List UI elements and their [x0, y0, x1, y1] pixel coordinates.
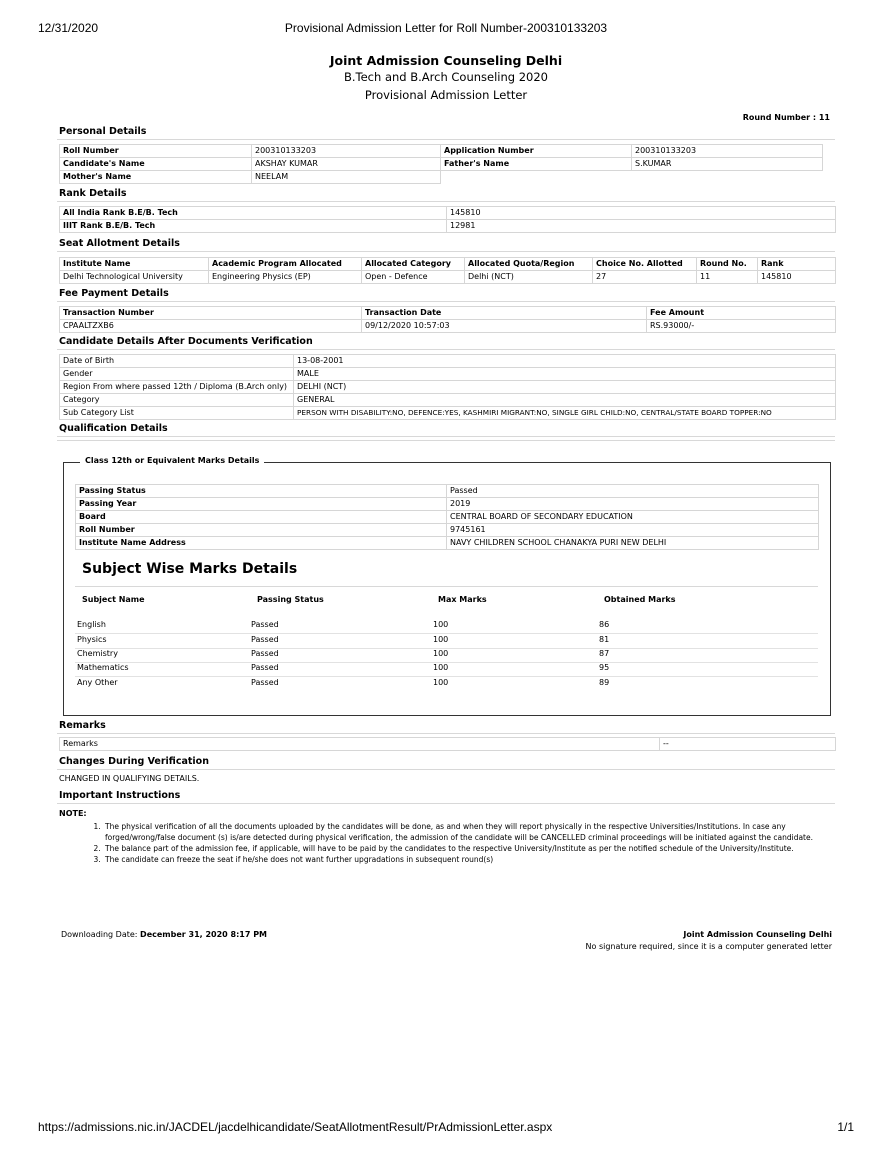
- candidate-name-label: Candidate's Name: [60, 158, 252, 171]
- roll-number-value: 200310133203: [252, 145, 441, 158]
- subject-name: English: [77, 620, 106, 629]
- table-cell: Delhi (NCT): [465, 271, 593, 284]
- letter-doc-type: Provisional Admission Letter: [364, 88, 528, 102]
- letter-subtitle: B.Tech and B.Arch Counseling 2020: [343, 70, 548, 84]
- application-number-label: Application Number: [441, 145, 632, 158]
- max-marks: 100: [433, 649, 449, 658]
- remarks-value: --: [660, 738, 836, 751]
- subject-name: Physics: [77, 635, 107, 644]
- table-header-row: [60, 258, 836, 271]
- column-header: Fee Amount: [647, 307, 836, 320]
- remarks-table: [59, 737, 836, 751]
- table-row: [60, 738, 836, 751]
- passing-status: Passed: [251, 635, 279, 644]
- section-divider: [57, 201, 835, 202]
- print-url: https://admissions.nic.in/JACDEL/jacdelhicandidate/SeatAllotmentResult/PrAdmissionLetter.aspx: [38, 1120, 553, 1134]
- table-cell: PERSON WITH DISABILITY:NO, DEFENCE:YES, KASHMIRI MIGRANT:NO, SINGLE GIRL CHILD:NO, CENTRAL/STATE BOARD TOPPER:NO: [294, 407, 836, 420]
- table-row: [60, 158, 823, 171]
- obtained-marks: 81: [599, 635, 610, 644]
- personal-details-heading: Personal Details: [59, 126, 147, 137]
- table-cell: 13-08-2001: [294, 355, 836, 368]
- application-number-value: 200310133203: [632, 145, 823, 158]
- table-cell: 2019: [447, 498, 819, 511]
- table-cell: 9745161: [447, 524, 819, 537]
- passing-status: Passed: [251, 649, 279, 658]
- qualification-heading: Qualification Details: [59, 423, 168, 434]
- subject-name: Mathematics: [77, 663, 129, 672]
- table-cell: NAVY CHILDREN SCHOOL CHANAKYA PURI NEW DELHI: [447, 537, 819, 550]
- section-divider: [57, 251, 835, 252]
- obtained-marks: 87: [599, 649, 610, 658]
- iiit-rank-value: 12981: [447, 220, 836, 233]
- table-cell: Passing Year: [76, 498, 447, 511]
- air-rank-value: 145810: [447, 207, 836, 220]
- class12-legend: Class 12th or Equivalent Marks Details: [80, 456, 264, 465]
- table-cell: MALE: [294, 368, 836, 381]
- remarks-heading: Remarks: [59, 720, 106, 731]
- instructions-list: [90, 821, 848, 865]
- column-header: Passing Status: [257, 595, 324, 604]
- subject-name: Any Other: [77, 678, 118, 687]
- subject-row: [75, 648, 818, 663]
- table-row: [60, 320, 836, 333]
- passing-status: Passed: [251, 663, 279, 672]
- table-row: [60, 207, 836, 220]
- changes-text: CHANGED IN QUALIFYING DETAILS.: [59, 774, 200, 783]
- table-cell: Engineering Physics (EP): [209, 271, 362, 284]
- fee-payment-table: [59, 306, 836, 333]
- table-cell: Sub Category List: [60, 407, 294, 420]
- note-label: NOTE:: [59, 809, 87, 818]
- table-cell: Delhi Technological University: [60, 271, 209, 284]
- roll-number-label: Roll Number: [60, 145, 252, 158]
- table-cell: 145810: [758, 271, 836, 284]
- seat-allotment-table: [59, 257, 836, 284]
- table-cell: Category: [60, 394, 294, 407]
- mother-name-label: Mother's Name: [60, 171, 252, 184]
- column-header: Subject Name: [82, 595, 145, 604]
- table-cell: CENTRAL BOARD OF SECONDARY EDUCATION: [447, 511, 819, 524]
- list-item: 2. The balance part of the admission fee, if applicable, will have to be paid by the candidates to the respective University/Institute as per the notified schedule of the University/Institute.: [103, 843, 848, 854]
- max-marks: 100: [433, 635, 449, 644]
- instructions-heading: Important Instructions: [59, 790, 181, 801]
- rank-details-table: [59, 206, 836, 233]
- table-cell: DELHI (NCT): [294, 381, 836, 394]
- section-divider: [57, 301, 835, 302]
- fee-payment-heading: Fee Payment Details: [59, 288, 169, 299]
- table-row: [60, 368, 836, 381]
- section-divider: [57, 436, 835, 437]
- table-cell: Gender: [60, 368, 294, 381]
- column-header: Transaction Date: [362, 307, 647, 320]
- table-row: [60, 271, 836, 284]
- verification-heading: Candidate Details After Documents Verification: [59, 336, 313, 347]
- personal-details-table: [59, 144, 823, 184]
- table-row: [60, 407, 836, 420]
- column-header: Transaction Number: [60, 307, 362, 320]
- remarks-label: Remarks: [60, 738, 660, 751]
- mother-name-value: NEELAM: [252, 171, 441, 184]
- round-number: Round Number : 11: [742, 113, 830, 122]
- table-cell: Open - Defence: [362, 271, 465, 284]
- class12-details-table: [75, 484, 819, 550]
- table-row: [60, 355, 836, 368]
- column-header: Choice No. Allotted: [593, 258, 697, 271]
- footer-org: Joint Admission Counseling Delhi: [683, 930, 832, 939]
- max-marks: 100: [433, 678, 449, 687]
- section-divider: [57, 440, 835, 441]
- column-header: Academic Program Allocated: [209, 258, 362, 271]
- subject-row: [75, 619, 818, 634]
- column-header: Round No.: [697, 258, 758, 271]
- column-header: Allocated Category: [362, 258, 465, 271]
- obtained-marks: 86: [599, 620, 610, 629]
- subject-name: Chemistry: [77, 649, 118, 658]
- section-divider: [75, 586, 818, 587]
- verification-table: [59, 354, 836, 420]
- column-header: Obtained Marks: [604, 595, 676, 604]
- signature-note: No signature required, since it is a computer generated letter: [585, 942, 832, 951]
- subject-row: [75, 634, 818, 649]
- rank-details-heading: Rank Details: [59, 188, 127, 199]
- father-name-value: S.KUMAR: [632, 158, 823, 171]
- table-cell: Board: [76, 511, 447, 524]
- air-rank-label: All India Rank B.E/B. Tech: [60, 207, 447, 220]
- column-header: Allocated Quota/Region: [465, 258, 593, 271]
- table-cell: Passed: [447, 485, 819, 498]
- changes-heading: Changes During Verification: [59, 756, 209, 767]
- max-marks: 100: [433, 663, 449, 672]
- section-divider: [57, 349, 835, 350]
- table-row: [76, 524, 819, 537]
- download-date: [61, 930, 267, 939]
- list-item: 1. The physical verification of all the documents uploaded by the candidates will be done, as and when they will report physically in the respective Universities/Institutions. In case any forged/wrong/false document (s) is/are detected during physical verification, the admission of the candidate will be CANCELLED criminal proceedings will be initiated against the candidate.: [103, 821, 848, 843]
- empty-cell: [441, 171, 632, 184]
- table-cell: Region From where passed 12th / Diploma (B.Arch only): [60, 381, 294, 394]
- table-row: [76, 537, 819, 550]
- table-row: [60, 171, 823, 184]
- empty-cell: [632, 171, 823, 184]
- download-date-label: Downloading Date:: [61, 930, 138, 939]
- subject-row: [75, 662, 818, 677]
- section-divider: [57, 769, 835, 770]
- max-marks: 100: [433, 620, 449, 629]
- table-header-row: [60, 307, 836, 320]
- table-cell: Date of Birth: [60, 355, 294, 368]
- table-row: [60, 145, 823, 158]
- obtained-marks: 95: [599, 663, 610, 672]
- table-cell: Passing Status: [76, 485, 447, 498]
- transaction-date: 09/12/2020 10:57:03: [362, 320, 647, 333]
- table-cell: Institute Name Address: [76, 537, 447, 550]
- table-row: [60, 394, 836, 407]
- subject-row: [75, 677, 818, 691]
- father-name-label: Father's Name: [441, 158, 632, 171]
- section-divider: [57, 139, 835, 140]
- section-divider: [57, 803, 835, 804]
- print-page-number: 1/1: [837, 1120, 854, 1134]
- print-page-title: Provisional Admission Letter for Roll Number-200310133203: [284, 21, 608, 35]
- seat-allotment-heading: Seat Allotment Details: [59, 238, 180, 249]
- column-header: Rank: [758, 258, 836, 271]
- column-header: Max Marks: [438, 595, 487, 604]
- table-row: [76, 498, 819, 511]
- letter-title: Joint Admission Counseling Delhi: [329, 53, 563, 68]
- subject-marks-heading: Subject Wise Marks Details: [82, 561, 298, 577]
- section-divider: [57, 733, 835, 734]
- obtained-marks: 89: [599, 678, 610, 687]
- passing-status: Passed: [251, 678, 279, 687]
- download-date-value: December 31, 2020 8:17 PM: [140, 930, 268, 939]
- list-item: 3. The candidate can freeze the seat if he/she does not want further upgradations in subsequent round(s): [103, 854, 848, 865]
- fee-amount: RS.93000/-: [647, 320, 836, 333]
- table-row: [60, 220, 836, 233]
- candidate-name-value: AKSHAY KUMAR: [252, 158, 441, 171]
- transaction-number: CPAALTZXB6: [60, 320, 362, 333]
- table-cell: 27: [593, 271, 697, 284]
- column-header: Institute Name: [60, 258, 209, 271]
- table-cell: GENERAL: [294, 394, 836, 407]
- print-date: 12/31/2020: [38, 21, 99, 35]
- table-row: [76, 485, 819, 498]
- passing-status: Passed: [251, 620, 279, 629]
- table-cell: Roll Number: [76, 524, 447, 537]
- table-row: [76, 511, 819, 524]
- table-cell: 11: [697, 271, 758, 284]
- table-row: [60, 381, 836, 394]
- iiit-rank-label: IIIT Rank B.E/B. Tech: [60, 220, 447, 233]
